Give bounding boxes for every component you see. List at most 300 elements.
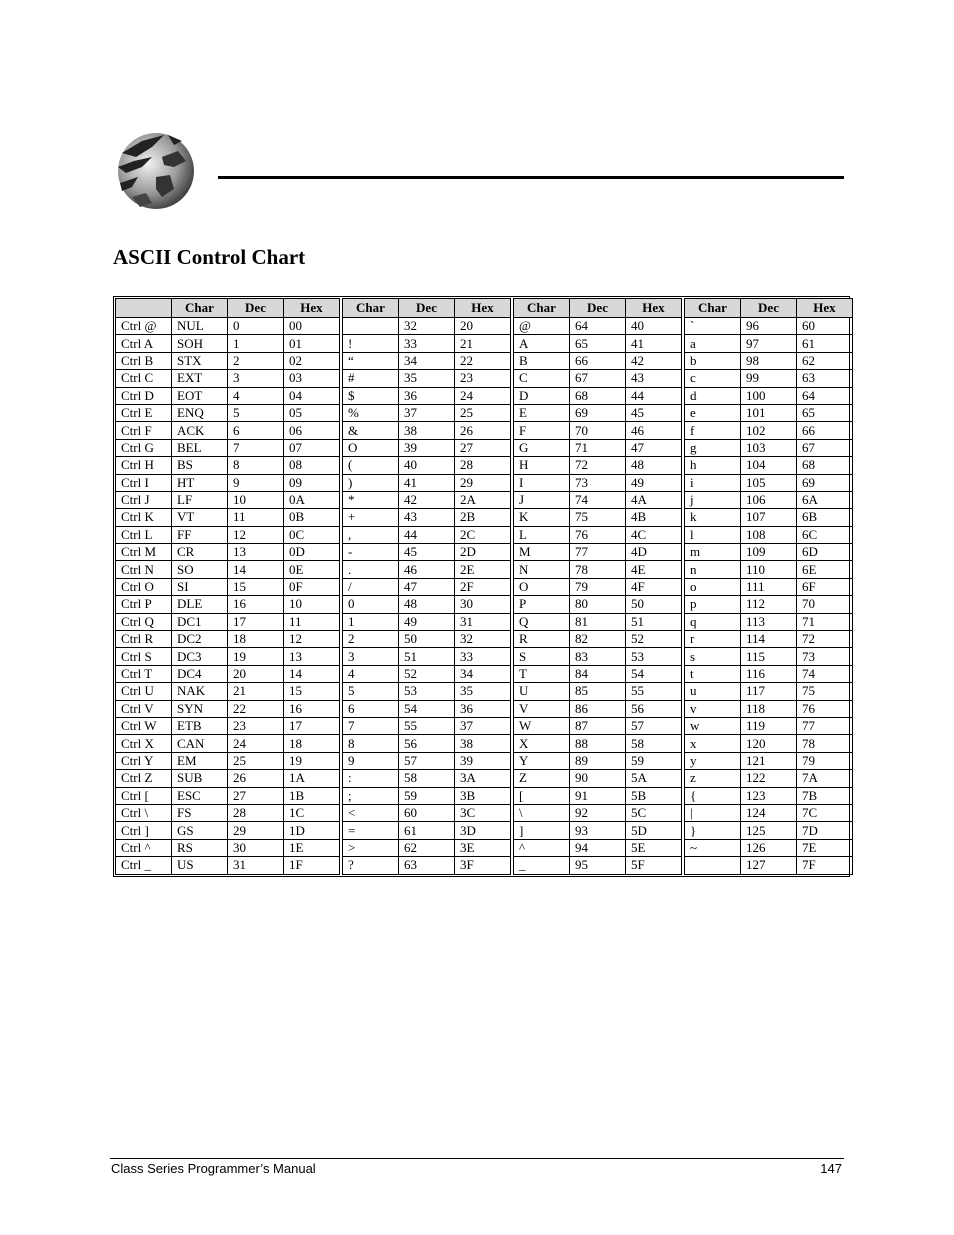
table-cell: 45 xyxy=(399,544,455,561)
table-cell: 15 xyxy=(228,578,284,595)
table-cell: 4 xyxy=(228,387,284,404)
table-cell: 64 xyxy=(797,387,853,404)
table-cell: 79 xyxy=(797,752,853,769)
table-cell: ; xyxy=(343,787,399,804)
footer-rule xyxy=(110,1158,844,1159)
ascii-table-frame xyxy=(113,296,850,877)
table-cell: 51 xyxy=(626,613,682,630)
table-cell: j xyxy=(685,491,741,508)
table-cell: 39 xyxy=(455,752,511,769)
table-cell: 121 xyxy=(741,752,797,769)
table-cell: 126 xyxy=(741,839,797,856)
table-cell: 84 xyxy=(570,665,626,682)
table-cell: q xyxy=(685,613,741,630)
table-cell: Ctrl H xyxy=(116,457,172,474)
table-cell: 07 xyxy=(284,439,340,456)
table-header-row xyxy=(116,299,853,318)
table-row xyxy=(116,717,853,734)
table-cell: 74 xyxy=(797,665,853,682)
table-row xyxy=(116,735,853,752)
table-cell: 62 xyxy=(399,839,455,856)
table-cell: 108 xyxy=(741,526,797,543)
table-row xyxy=(116,857,853,874)
table-cell: 31 xyxy=(455,613,511,630)
table-cell: 63 xyxy=(797,370,853,387)
table-cell: 31 xyxy=(228,857,284,874)
table-cell: 4A xyxy=(626,491,682,508)
table-cell: 47 xyxy=(626,439,682,456)
table-cell: Ctrl Y xyxy=(116,752,172,769)
table-cell: Ctrl V xyxy=(116,700,172,717)
table-cell: 5 xyxy=(228,404,284,421)
table-cell: 90 xyxy=(570,770,626,787)
table-cell: 30 xyxy=(228,839,284,856)
table-cell: 5E xyxy=(626,839,682,856)
table-cell: 2D xyxy=(455,544,511,561)
table-row xyxy=(116,509,853,526)
table-cell: 77 xyxy=(797,717,853,734)
table-cell: 10 xyxy=(228,491,284,508)
table-cell: 67 xyxy=(570,370,626,387)
table-cell: US xyxy=(172,857,228,874)
table-cell: Ctrl A xyxy=(116,335,172,352)
table-cell: SUB xyxy=(172,770,228,787)
table-cell: 4C xyxy=(626,526,682,543)
table-cell: 17 xyxy=(228,613,284,630)
table-cell: H xyxy=(514,457,570,474)
table-cell: t xyxy=(685,665,741,682)
table-cell: 73 xyxy=(570,474,626,491)
table-cell: 9 xyxy=(343,752,399,769)
table-cell: 3F xyxy=(455,857,511,874)
table-cell: _ xyxy=(514,857,570,874)
table-cell: 5B xyxy=(626,787,682,804)
table-cell: 3D xyxy=(455,822,511,839)
table-cell: 36 xyxy=(399,387,455,404)
table-cell: 1 xyxy=(228,335,284,352)
table-cell: c xyxy=(685,370,741,387)
table-cell: a xyxy=(685,335,741,352)
table-cell: Ctrl I xyxy=(116,474,172,491)
table-cell: 14 xyxy=(228,561,284,578)
table-row xyxy=(116,335,853,352)
table-cell: 2B xyxy=(455,509,511,526)
table-cell: 73 xyxy=(797,648,853,665)
table-cell: 1F xyxy=(284,857,340,874)
table-cell: Ctrl S xyxy=(116,648,172,665)
table-cell: 19 xyxy=(284,752,340,769)
table-cell: # xyxy=(343,370,399,387)
table-cell: 22 xyxy=(228,700,284,717)
table-cell: { xyxy=(685,787,741,804)
table-cell: G xyxy=(514,439,570,456)
table-cell: [ xyxy=(514,787,570,804)
table-cell: D xyxy=(514,387,570,404)
table-cell: R xyxy=(514,631,570,648)
table-cell: 8 xyxy=(228,457,284,474)
table-cell: 71 xyxy=(797,613,853,630)
table-cell: M xyxy=(514,544,570,561)
table-cell: 43 xyxy=(399,509,455,526)
table-cell: 29 xyxy=(455,474,511,491)
table-cell: 81 xyxy=(570,613,626,630)
table-cell: 9 xyxy=(228,474,284,491)
table-cell: 71 xyxy=(570,439,626,456)
table-cell: Ctrl E xyxy=(116,404,172,421)
table-cell: 127 xyxy=(741,857,797,874)
table-cell: } xyxy=(685,822,741,839)
table-cell: 7 xyxy=(228,439,284,456)
table-cell: J xyxy=(514,491,570,508)
table-row xyxy=(116,474,853,491)
table-cell: 107 xyxy=(741,509,797,526)
table-cell: 4E xyxy=(626,561,682,578)
table-cell: CAN xyxy=(172,735,228,752)
table-row xyxy=(116,613,853,630)
table-cell: 40 xyxy=(626,318,682,335)
table-cell: 03 xyxy=(284,370,340,387)
table-cell: 5F xyxy=(626,857,682,874)
table-cell: 116 xyxy=(741,665,797,682)
table-cell: 32 xyxy=(399,318,455,335)
table-cell: 83 xyxy=(570,648,626,665)
table-row xyxy=(116,439,853,456)
table-cell: 21 xyxy=(455,335,511,352)
table-cell: 6E xyxy=(797,561,853,578)
table-cell: 2F xyxy=(455,578,511,595)
table-cell: BEL xyxy=(172,439,228,456)
table-cell: 22 xyxy=(455,352,511,369)
table-cell: 53 xyxy=(399,683,455,700)
table-cell: 00 xyxy=(284,318,340,335)
table-cell: 34 xyxy=(399,352,455,369)
table-cell: 3A xyxy=(455,770,511,787)
table-cell: 16 xyxy=(284,700,340,717)
table-cell: 43 xyxy=(626,370,682,387)
table-cell: “ xyxy=(343,352,399,369)
table-cell: 6D xyxy=(797,544,853,561)
table-cell: 29 xyxy=(228,822,284,839)
table-cell: 49 xyxy=(399,613,455,630)
table-cell: / xyxy=(343,578,399,595)
table-cell: 33 xyxy=(399,335,455,352)
table-cell: 37 xyxy=(399,404,455,421)
table-cell: Ctrl D xyxy=(116,387,172,404)
table-row xyxy=(116,787,853,804)
table-cell: 42 xyxy=(399,491,455,508)
table-cell: NUL xyxy=(172,318,228,335)
table-cell: d xyxy=(685,387,741,404)
table-cell: m xyxy=(685,544,741,561)
table-cell: y xyxy=(685,752,741,769)
table-cell: g xyxy=(685,439,741,456)
table-cell: , xyxy=(343,526,399,543)
table-cell: 33 xyxy=(455,648,511,665)
table-cell: . xyxy=(343,561,399,578)
table-cell: 78 xyxy=(797,735,853,752)
table-cell: 47 xyxy=(399,578,455,595)
table-cell: 5C xyxy=(626,804,682,821)
table-cell: L xyxy=(514,526,570,543)
table-cell: f xyxy=(685,422,741,439)
column-header xyxy=(116,299,172,318)
table-cell: 74 xyxy=(570,491,626,508)
table-cell: u xyxy=(685,683,741,700)
table-cell: o xyxy=(685,578,741,595)
table-cell: 23 xyxy=(228,717,284,734)
table-cell: 53 xyxy=(626,648,682,665)
table-row xyxy=(116,752,853,769)
table-cell: 41 xyxy=(626,335,682,352)
table-cell: 10 xyxy=(284,596,340,613)
table-cell: 35 xyxy=(455,683,511,700)
table-cell: \ xyxy=(514,804,570,821)
table-cell: 7A xyxy=(797,770,853,787)
table-cell: 50 xyxy=(626,596,682,613)
column-header: Char xyxy=(514,299,570,318)
table-cell: ] xyxy=(514,822,570,839)
table-cell: 7 xyxy=(343,717,399,734)
table-cell: 95 xyxy=(570,857,626,874)
table-cell: 28 xyxy=(455,457,511,474)
column-header: Hex xyxy=(797,299,853,318)
table-cell: EM xyxy=(172,752,228,769)
table-cell: 35 xyxy=(399,370,455,387)
table-cell: 6C xyxy=(797,526,853,543)
table-cell: Ctrl \ xyxy=(116,804,172,821)
table-cell: ACK xyxy=(172,422,228,439)
column-header: Dec xyxy=(228,299,284,318)
table-cell: r xyxy=(685,631,741,648)
table-cell: 59 xyxy=(626,752,682,769)
table-cell: 60 xyxy=(797,318,853,335)
table-cell: 45 xyxy=(626,404,682,421)
table-cell: 5D xyxy=(626,822,682,839)
table-cell: Ctrl L xyxy=(116,526,172,543)
table-cell: 115 xyxy=(741,648,797,665)
table-cell: 54 xyxy=(626,665,682,682)
table-cell: 103 xyxy=(741,439,797,456)
column-header: Char xyxy=(172,299,228,318)
table-cell: DLE xyxy=(172,596,228,613)
table-cell: 4B xyxy=(626,509,682,526)
table-cell: 0B xyxy=(284,509,340,526)
table-cell: 3 xyxy=(228,370,284,387)
table-cell: 27 xyxy=(455,439,511,456)
table-cell: Ctrl Z xyxy=(116,770,172,787)
table-cell: 18 xyxy=(284,735,340,752)
table-cell xyxy=(685,857,741,874)
table-cell: 57 xyxy=(626,717,682,734)
table-cell: 14 xyxy=(284,665,340,682)
table-cell: $ xyxy=(343,387,399,404)
table-cell: 125 xyxy=(741,822,797,839)
table-cell: 24 xyxy=(455,387,511,404)
table-row xyxy=(116,665,853,682)
table-cell: 12 xyxy=(228,526,284,543)
table-cell: 94 xyxy=(570,839,626,856)
table-row xyxy=(116,578,853,595)
table-cell: 1A xyxy=(284,770,340,787)
table-cell: 1E xyxy=(284,839,340,856)
table-cell: 7E xyxy=(797,839,853,856)
table-cell: Ctrl ] xyxy=(116,822,172,839)
table-cell: x xyxy=(685,735,741,752)
table-cell: 17 xyxy=(284,717,340,734)
table-cell: i xyxy=(685,474,741,491)
table-cell: 41 xyxy=(399,474,455,491)
table-cell: 20 xyxy=(455,318,511,335)
table-cell: 113 xyxy=(741,613,797,630)
table-cell: 0A xyxy=(284,491,340,508)
table-cell: 39 xyxy=(399,439,455,456)
table-cell: FS xyxy=(172,804,228,821)
footer-page-number: 147 xyxy=(820,1161,842,1176)
table-cell: 3B xyxy=(455,787,511,804)
table-cell: 12 xyxy=(284,631,340,648)
table-cell: NAK xyxy=(172,683,228,700)
table-cell: Ctrl P xyxy=(116,596,172,613)
table-cell: 78 xyxy=(570,561,626,578)
table-cell: K xyxy=(514,509,570,526)
table-cell: DC4 xyxy=(172,665,228,682)
table-cell: 56 xyxy=(626,700,682,717)
table-cell: 08 xyxy=(284,457,340,474)
table-cell: Ctrl [ xyxy=(116,787,172,804)
table-cell: 01 xyxy=(284,335,340,352)
table-row xyxy=(116,544,853,561)
table-cell: 46 xyxy=(626,422,682,439)
table-cell: 6A xyxy=(797,491,853,508)
table-cell: 32 xyxy=(455,631,511,648)
table-row xyxy=(116,700,853,717)
table-cell: VT xyxy=(172,509,228,526)
column-header: Dec xyxy=(399,299,455,318)
table-cell: 1 xyxy=(343,613,399,630)
table-row xyxy=(116,457,853,474)
table-cell: 65 xyxy=(570,335,626,352)
table-cell: RS xyxy=(172,839,228,856)
table-cell: 27 xyxy=(228,787,284,804)
table-cell: 122 xyxy=(741,770,797,787)
table-cell: 85 xyxy=(570,683,626,700)
ascii-control-table xyxy=(115,298,853,875)
table-cell: 1C xyxy=(284,804,340,821)
table-cell: 38 xyxy=(455,735,511,752)
table-cell: STX xyxy=(172,352,228,369)
table-cell: < xyxy=(343,804,399,821)
table-cell: @ xyxy=(514,318,570,335)
footer-manual-title: Class Series Programmer’s Manual xyxy=(111,1161,316,1176)
table-cell: 59 xyxy=(399,787,455,804)
header-rule xyxy=(218,176,844,179)
table-cell: 68 xyxy=(797,457,853,474)
table-cell: & xyxy=(343,422,399,439)
column-header: Char xyxy=(343,299,399,318)
table-cell: BS xyxy=(172,457,228,474)
table-cell: 4F xyxy=(626,578,682,595)
table-cell: 5 xyxy=(343,683,399,700)
table-cell: 109 xyxy=(741,544,797,561)
table-cell: ` xyxy=(685,318,741,335)
table-cell: I xyxy=(514,474,570,491)
table-cell: 112 xyxy=(741,596,797,613)
table-cell: 51 xyxy=(399,648,455,665)
table-cell: 68 xyxy=(570,387,626,404)
table-cell: 20 xyxy=(228,665,284,682)
table-cell: Ctrl G xyxy=(116,439,172,456)
table-cell: 77 xyxy=(570,544,626,561)
table-cell: 1D xyxy=(284,822,340,839)
table-cell: CR xyxy=(172,544,228,561)
table-cell: 24 xyxy=(228,735,284,752)
table-cell: SOH xyxy=(172,335,228,352)
table-cell: C xyxy=(514,370,570,387)
table-cell: Ctrl N xyxy=(116,561,172,578)
table-row xyxy=(116,561,853,578)
table-cell: Q xyxy=(514,613,570,630)
table-cell: 23 xyxy=(455,370,511,387)
table-cell: 50 xyxy=(399,631,455,648)
table-body xyxy=(116,318,853,875)
table-cell: 62 xyxy=(797,352,853,369)
table-cell: ENQ xyxy=(172,404,228,421)
table-cell: E xyxy=(514,404,570,421)
table-cell: 46 xyxy=(399,561,455,578)
table-cell: 56 xyxy=(399,735,455,752)
table-cell: 99 xyxy=(741,370,797,387)
table-cell: 30 xyxy=(455,596,511,613)
table-cell: 1B xyxy=(284,787,340,804)
table-cell: 91 xyxy=(570,787,626,804)
table-cell: A xyxy=(514,335,570,352)
table-cell: 88 xyxy=(570,735,626,752)
table-cell: 118 xyxy=(741,700,797,717)
table-cell: z xyxy=(685,770,741,787)
table-cell: 66 xyxy=(570,352,626,369)
table-row xyxy=(116,387,853,404)
table-cell: 67 xyxy=(797,439,853,456)
table-cell: 26 xyxy=(455,422,511,439)
table-row xyxy=(116,491,853,508)
table-cell: 72 xyxy=(797,631,853,648)
table-cell: 86 xyxy=(570,700,626,717)
table-cell: 96 xyxy=(741,318,797,335)
table-cell: 16 xyxy=(228,596,284,613)
table-cell: O xyxy=(514,578,570,595)
table-cell: 42 xyxy=(626,352,682,369)
table-cell: 19 xyxy=(228,648,284,665)
table-cell: SI xyxy=(172,578,228,595)
table-cell: 36 xyxy=(455,700,511,717)
table-cell: 2 xyxy=(343,631,399,648)
table-cell: 124 xyxy=(741,804,797,821)
table-cell: 79 xyxy=(570,578,626,595)
table-cell: 76 xyxy=(570,526,626,543)
table-cell: 70 xyxy=(797,596,853,613)
table-cell: DC2 xyxy=(172,631,228,648)
table-cell: Ctrl U xyxy=(116,683,172,700)
table-cell: w xyxy=(685,717,741,734)
table-cell: | xyxy=(685,804,741,821)
table-cell xyxy=(343,318,399,335)
table-cell: 2A xyxy=(455,491,511,508)
table-cell: 40 xyxy=(399,457,455,474)
table-cell: p xyxy=(685,596,741,613)
table-cell: 97 xyxy=(741,335,797,352)
table-cell: 0F xyxy=(284,578,340,595)
table-cell: B xyxy=(514,352,570,369)
